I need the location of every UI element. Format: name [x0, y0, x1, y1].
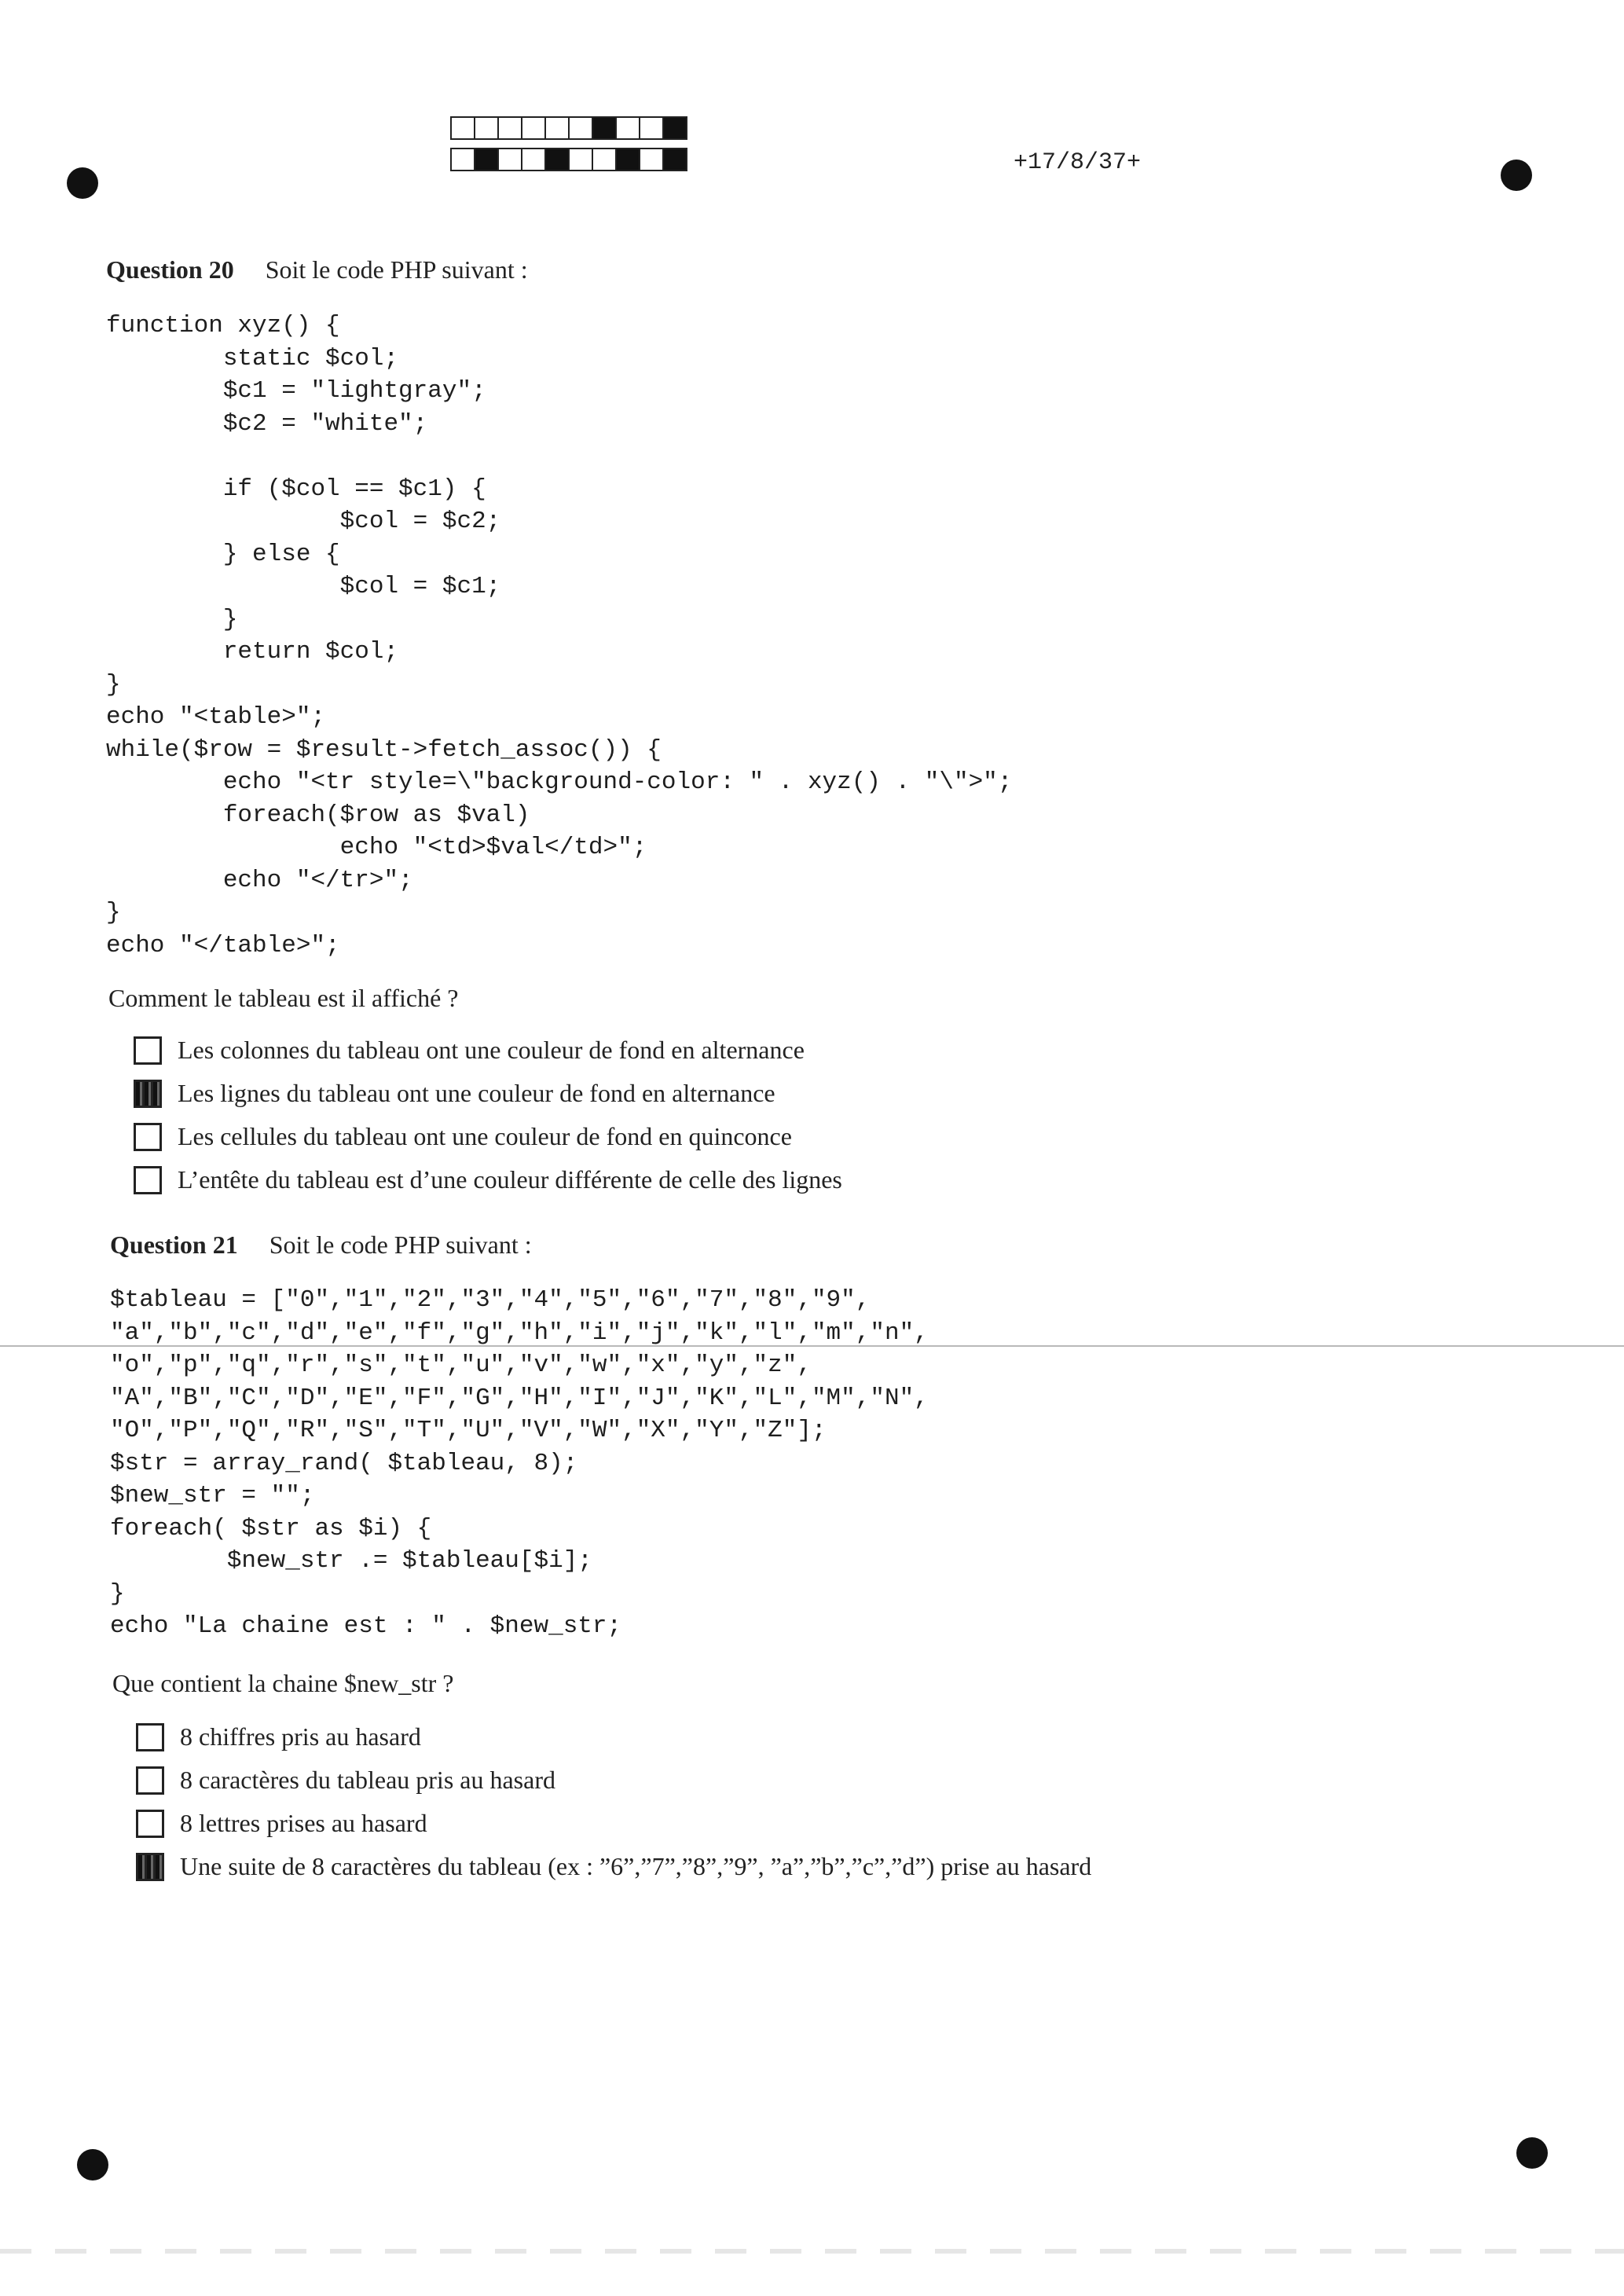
id-checkbox-cell [474, 148, 499, 171]
q21-choice-3-checkbox[interactable] [136, 1810, 164, 1838]
registration-mark-top-right [1501, 160, 1532, 191]
id-checkbox-cell [544, 148, 570, 171]
q21-choice-4-checkbox[interactable] [136, 1853, 164, 1881]
q20-choice-4-checkbox[interactable] [134, 1166, 162, 1194]
id-checkbox-cell [544, 116, 570, 140]
q21-choice-2[interactable] [136, 1766, 555, 1795]
id-checkbox-row-1 [450, 116, 686, 140]
id-checkbox-cell [474, 116, 499, 140]
q21-code-line: foreach( $str as $i) { [110, 1514, 432, 1542]
q20-code-line: } else { [106, 540, 340, 568]
q20-code-line: echo "<table>"; [106, 703, 326, 731]
q20-code-line: foreach($row as $val) [106, 801, 530, 829]
id-checkbox-cell [450, 116, 475, 140]
q20-code-line: function xyz() { [106, 312, 340, 339]
q21-code-line: $str = array_rand( $tableau, 8); [110, 1449, 578, 1477]
q21-choice-2-label: 8 caractères du tableau pris au hasard [180, 1766, 555, 1794]
registration-mark-bottom-right [1516, 2137, 1548, 2169]
q21-code-line: $tableau = ["0","1","2","3","4","5","6","7","8","9", [110, 1286, 871, 1314]
registration-mark-bottom-left [77, 2149, 108, 2180]
q20-choice-3[interactable] [134, 1122, 792, 1151]
id-checkbox-cell [497, 148, 522, 171]
q20-code-block [106, 310, 1012, 962]
scan-artifact-bottom [0, 2249, 1624, 2254]
q21-heading [110, 1231, 532, 1260]
q21-code-line: "O","P","Q","R","S","T","U","V","W","X","Y","Z"]; [110, 1417, 827, 1444]
q20-code-line: echo "</tr>"; [106, 866, 413, 894]
q20-choice-2-label: Les lignes du tableau ont une couleur de fond en alternance [178, 1079, 775, 1107]
q20-code-line: $col = $c1; [106, 573, 501, 600]
id-checkbox-cell [568, 148, 593, 171]
q21-choice-3-label: 8 lettres prises au hasard [180, 1809, 427, 1837]
q20-code-line: $c2 = "white"; [106, 409, 428, 438]
q20-code-line: } [106, 670, 121, 699]
q20-choice-2[interactable] [134, 1079, 775, 1108]
q20-choice-3-checkbox[interactable] [134, 1123, 162, 1151]
id-checkbox-cell [615, 148, 640, 171]
id-checkbox-cell [521, 148, 546, 171]
q20-code-line: echo "<tr style=\"background-color: " . xyz() . "\">"; [106, 768, 1013, 796]
registration-mark-top-left [67, 167, 98, 199]
q20-choice-2-checkbox[interactable] [134, 1080, 162, 1108]
q21-choice-1-label: 8 chiffres pris au hasard [180, 1722, 421, 1751]
q21-code-line: "a","b","c","d","e","f","g","h","i","j","k","l","m","n", [110, 1319, 929, 1347]
q20-prompt: Comment le tableau est il affiché ? [108, 984, 459, 1012]
q20-code-line: if ($col == $c1) { [106, 475, 486, 503]
q20-choice-4-label: L’entête du tableau est d’une couleur différente de celle des lignes [178, 1165, 842, 1194]
q20-code-line: echo "</table>"; [106, 931, 340, 959]
id-checkbox-row-2 [450, 148, 686, 171]
id-checkbox-cell [662, 116, 687, 140]
q20-code-line: echo "<td>$val</td>"; [106, 834, 647, 861]
q21-choice-4-label: Une suite de 8 caractères du tableau (ex : ”6”,”7”,”8”,”9”, ”a”,”b”,”c”,”d”) prise au hasard [180, 1852, 1092, 1880]
q20-code-line: static $col; [106, 344, 399, 372]
q20-code-line: } [106, 605, 238, 633]
id-checkbox-cell [639, 148, 664, 171]
q21-code-block [110, 1284, 929, 1643]
q21-code-line: } [110, 1579, 125, 1608]
q20-code-line: $col = $c2; [106, 508, 501, 535]
q21-code-line: $new_str .= $tableau[$i]; [110, 1547, 592, 1575]
q20-code-line [106, 440, 1012, 473]
q20-choice-3-label: Les cellules du tableau ont une couleur de fond en quinconce [178, 1122, 792, 1150]
q20-number: Question 20 [106, 255, 234, 284]
q21-choice-1[interactable] [136, 1722, 421, 1751]
q21-prompt: Que contient la chaine $new_str ? [112, 1669, 454, 1697]
id-checkbox-cell [662, 148, 687, 171]
id-checkbox-cell [639, 116, 664, 140]
q20-code-line: $c1 = "lightgray"; [106, 377, 486, 405]
q20-code-line: while($row = $result->fetch_assoc()) { [106, 735, 662, 764]
q20-choice-1-label: Les colonnes du tableau ont une couleur de fond en alternance [178, 1036, 805, 1064]
page-identifier: +17/8/37+ [1014, 149, 1142, 176]
q21-choice-3[interactable] [136, 1809, 427, 1838]
q21-number: Question 21 [110, 1231, 238, 1259]
id-checkbox-cell [497, 116, 522, 140]
q20-choice-1[interactable] [134, 1036, 805, 1065]
id-checkbox-cell [615, 116, 640, 140]
q20-heading [106, 255, 528, 284]
id-checkbox-cell [568, 116, 593, 140]
q20-choice-1-checkbox[interactable] [134, 1036, 162, 1065]
q21-code-line: "o","p","q","r","s","t","u","v","w","x","y","z", [110, 1352, 812, 1379]
q21-choice-4[interactable] [136, 1852, 1091, 1881]
id-checkbox-cell [450, 148, 475, 171]
id-checkbox-cell [521, 116, 546, 140]
q21-code-line: "A","B","C","D","E","F","G","H","I","J","K","L","M","N", [110, 1384, 929, 1412]
q21-code-line: $new_str = ""; [110, 1482, 315, 1509]
q21-choice-1-checkbox[interactable] [136, 1723, 164, 1751]
q20-code-line: return $col; [106, 638, 399, 666]
q21-intro: Soit le code PHP suivant : [269, 1231, 532, 1259]
q20-choice-4[interactable] [134, 1165, 842, 1194]
id-checkbox-cell [592, 116, 617, 140]
q21-choice-2-checkbox[interactable] [136, 1766, 164, 1795]
q20-code-line: } [106, 899, 121, 926]
id-checkbox-cell [592, 148, 617, 171]
q20-intro: Soit le code PHP suivant : [265, 255, 528, 284]
q21-code-line: echo "La chaine est : " . $new_str; [110, 1612, 622, 1640]
